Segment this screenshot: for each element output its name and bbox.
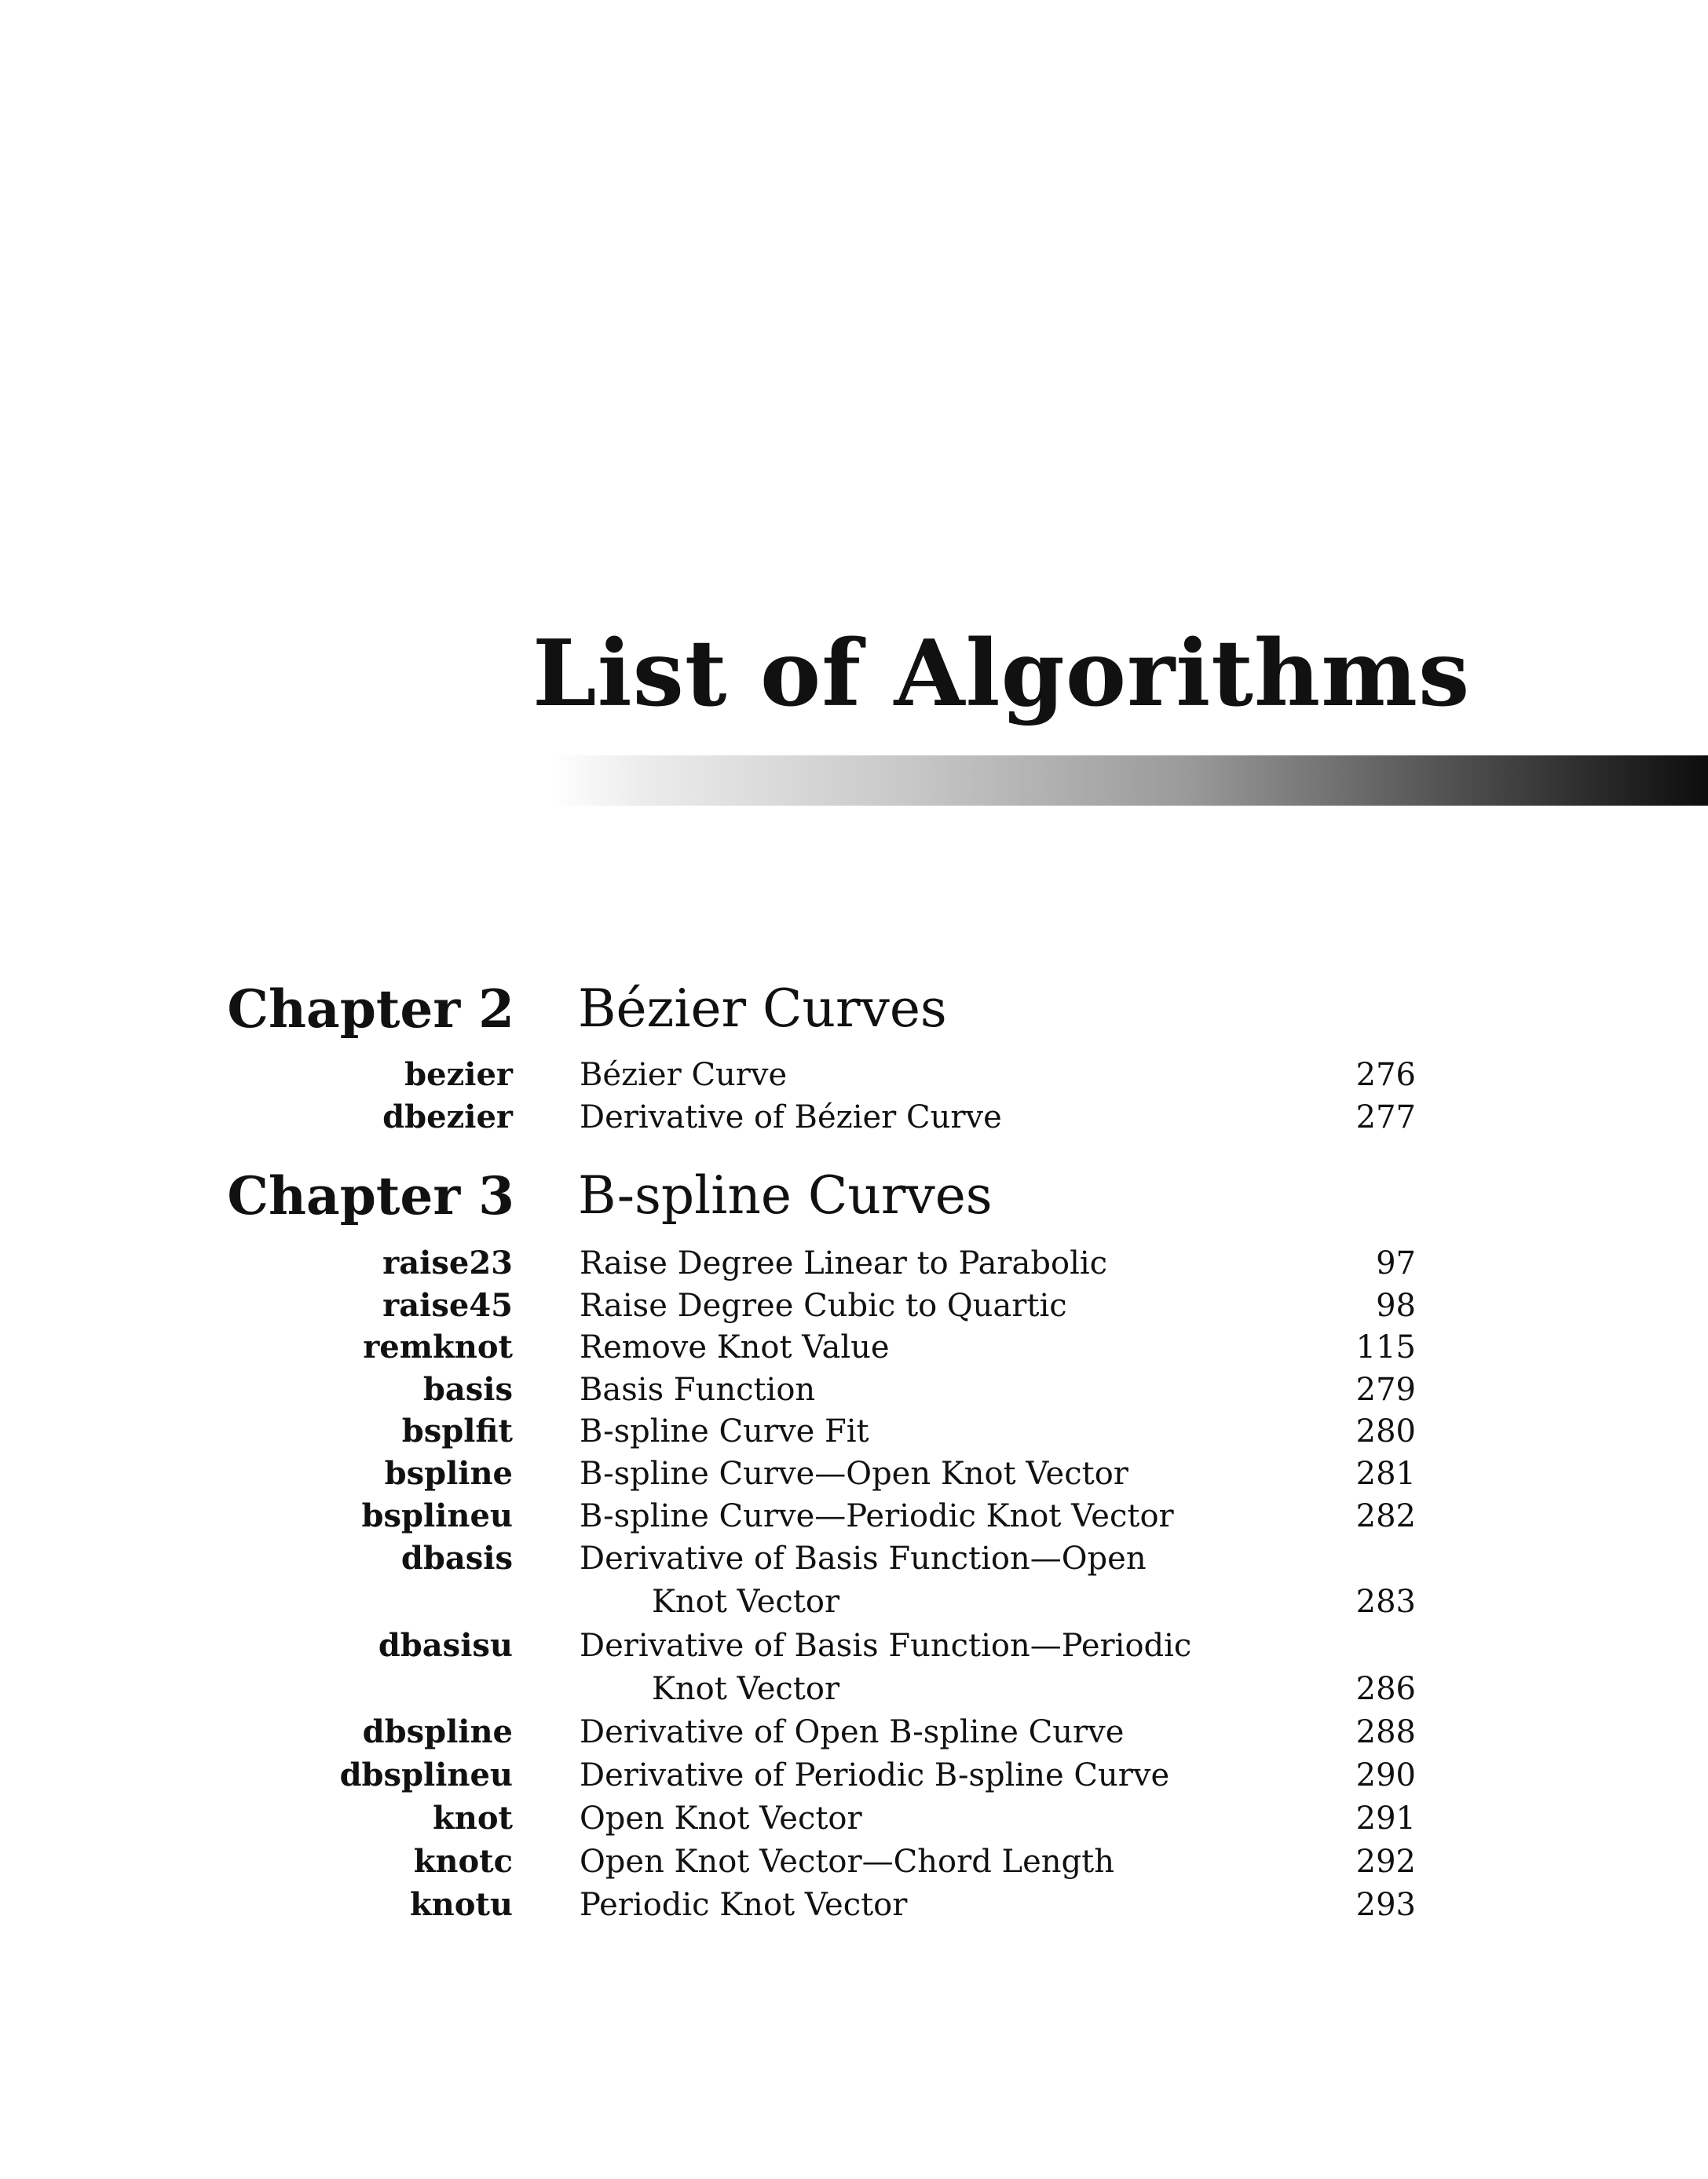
algorithm-name: bsplfit [401,1413,513,1450]
algorithm-page: 280 [1355,1413,1416,1450]
algorithm-name: dbasisu [378,1627,513,1664]
algorithm-name: knot [433,1800,513,1837]
algorithm-name: raise45 [382,1287,513,1324]
chapter-title: Bézier Curves [578,978,947,1039]
algorithm-page: 277 [1355,1099,1416,1135]
algorithm-name: bezier [404,1056,513,1093]
algorithm-page: 281 [1355,1456,1416,1492]
algorithm-description: Bézier Curve [580,1057,788,1093]
page-title: List of Algorithms [532,620,1471,727]
algorithm-row [0,1287,1708,1330]
algorithm-description: Derivative of Basis Function—Periodic [580,1628,1192,1664]
algorithm-page: 292 [1355,1844,1416,1880]
algorithm-description: Derivative of Open B-spline Curve [580,1714,1125,1750]
algorithm-row [0,1713,1708,1757]
algorithm-name: basis [422,1371,513,1408]
algorithm-description: B-spline Curve—Periodic Knot Vector [580,1498,1174,1534]
algorithm-name: bsplineu [361,1497,513,1534]
algorithm-name: knotu [409,1886,513,1923]
title-gradient-bar [550,755,1708,806]
algorithm-row [0,1056,1708,1099]
algorithm-description: Derivative of Basis Function—Open [580,1541,1147,1577]
algorithm-row [0,1757,1708,1800]
algorithm-page: 291 [1355,1801,1416,1837]
algorithm-page: 290 [1355,1757,1416,1793]
algorithm-name: dbasis [400,1540,513,1577]
algorithm-description: B-spline Curve—Open Knot Vector [580,1456,1128,1492]
algorithm-description: Remove Knot Value [580,1329,890,1366]
algorithm-name: remknot [363,1329,513,1366]
algorithm-row [0,1455,1708,1498]
algorithm-page: 282 [1355,1498,1416,1534]
algorithm-description: Derivative of Bézier Curve [580,1099,1002,1135]
algorithm-name: dbsplineu [339,1757,513,1793]
algorithm-description: Open Knot Vector [580,1801,862,1837]
algorithm-description: Open Knot Vector—Chord Length [580,1844,1114,1880]
algorithm-name: dbspline [362,1713,513,1750]
algorithm-row [0,1413,1708,1456]
algorithm-row [0,1843,1708,1886]
algorithm-page: 288 [1355,1714,1416,1750]
algorithm-description: Raise Degree Linear to Parabolic [580,1245,1108,1281]
algorithm-description: Derivative of Periodic B-spline Curve [580,1757,1170,1793]
algorithm-page: 286 [1355,1671,1416,1707]
algorithm-description: B-spline Curve Fit [580,1413,869,1450]
algorithm-name: dbezier [382,1099,513,1135]
algorithm-page: 98 [1376,1288,1416,1324]
algorithm-row [0,1497,1708,1541]
chapter-label: Chapter 2 [227,978,514,1040]
algorithm-row [0,1329,1708,1372]
algorithm-page: 283 [1355,1584,1416,1620]
algorithm-row [0,1540,1708,1626]
algorithm-name: bspline [384,1455,513,1492]
algorithm-name: knotc [413,1843,513,1880]
algorithm-description: Raise Degree Cubic to Quartic [580,1288,1067,1324]
algorithm-name: raise23 [382,1245,513,1281]
algorithm-row [0,1886,1708,1929]
algorithm-description: Periodic Knot Vector [580,1887,908,1923]
algorithm-page: 279 [1355,1372,1416,1408]
algorithm-description-continued: Knot Vector [652,1584,840,1620]
algorithm-row [0,1245,1708,1288]
algorithm-row [0,1099,1708,1142]
algorithm-description: Basis Function [580,1372,816,1408]
algorithm-row [0,1800,1708,1843]
chapter-label: Chapter 3 [227,1165,514,1227]
algorithm-description-continued: Knot Vector [652,1671,840,1707]
algorithm-page: 293 [1355,1887,1416,1923]
algorithm-page: 115 [1355,1329,1416,1366]
algorithm-page: 97 [1376,1245,1416,1281]
algorithm-row [0,1627,1708,1713]
algorithm-page: 276 [1355,1057,1416,1093]
algorithm-row [0,1371,1708,1414]
chapter-title: B-spline Curves [578,1165,993,1226]
